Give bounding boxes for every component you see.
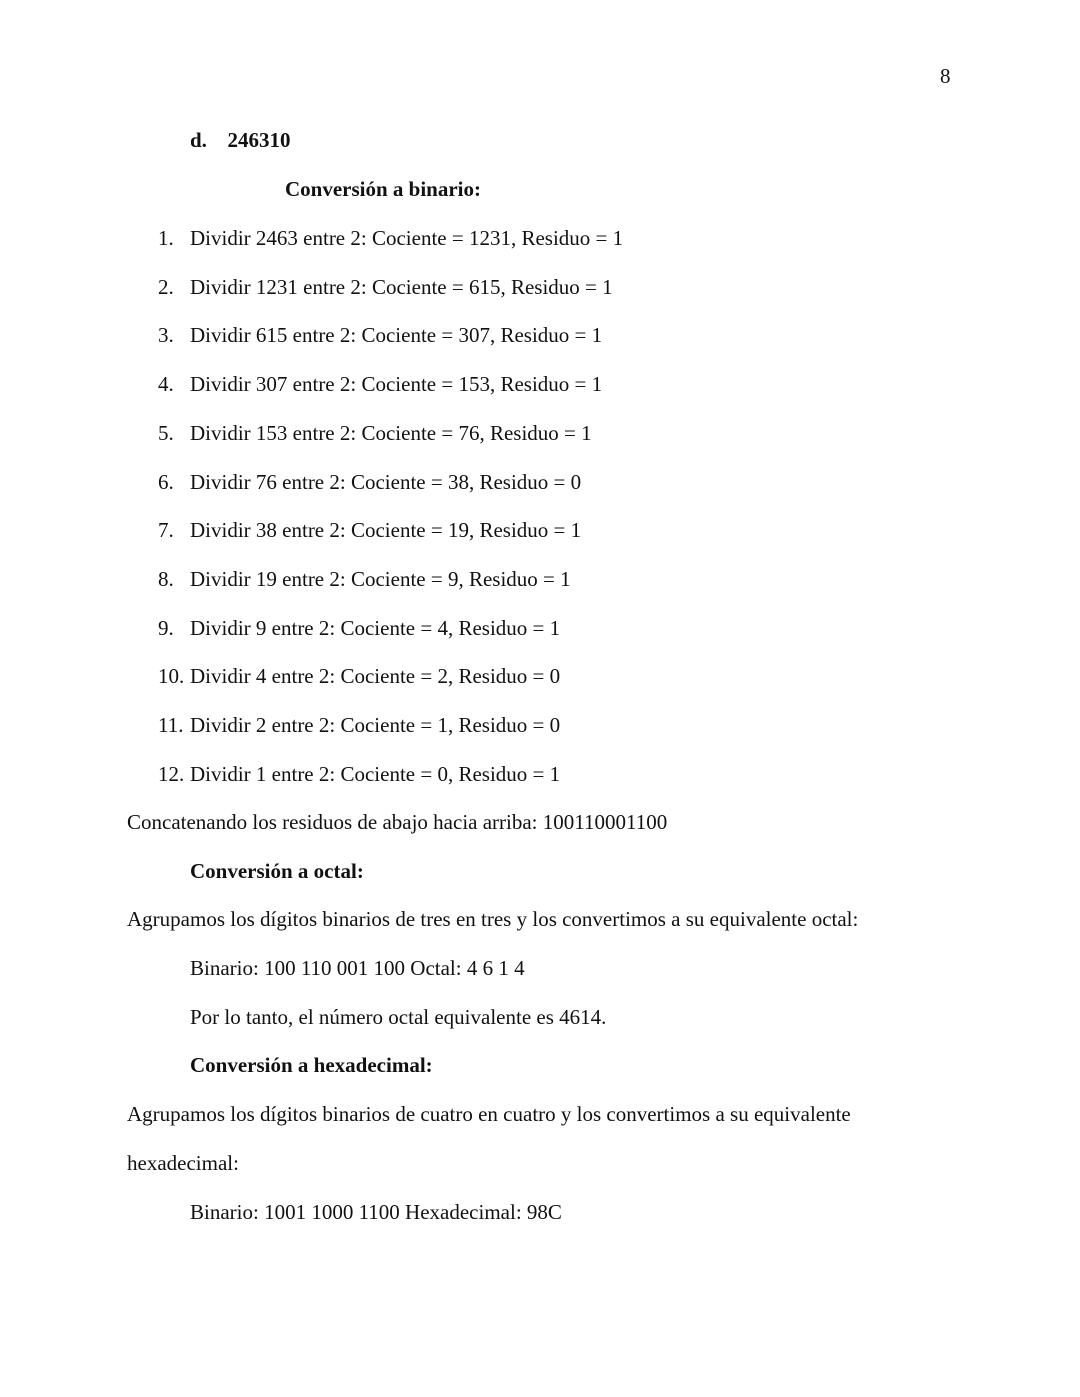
binary-step-item [158,370,602,398]
section-number: 246310 [227,128,291,152]
binary-step-number: 1. [158,226,174,250]
binary-step-item [158,468,581,496]
binary-step-number: 6. [158,470,174,494]
binary-step-text: Dividir 307 entre 2: Cociente = 153, Residuo = 1 [190,372,603,396]
hex-grouping: Binario: 1001 1000 1100 Hexadecimal: 98C [190,1200,562,1224]
binary-step-item [158,224,623,252]
binary-step-number: 7. [158,518,174,542]
binary-step-text: Dividir 4 entre 2: Cociente = 2, Residuo = 0 [190,664,561,688]
binary-heading: Conversión a binario: [285,177,482,201]
binary-step-text: Dividir 2 entre 2: Cociente = 1, Residuo = 0 [190,713,561,737]
binary-step-item [158,662,560,690]
binary-step-text: Dividir 153 entre 2: Cociente = 76, Residuo = 1 [190,421,592,445]
binary-step-text: Dividir 9 entre 2: Cociente = 4, Residuo = 1 [190,616,561,640]
binary-step-item [158,273,613,301]
octal-result: Por lo tanto, el número octal equivalente es 4614. [190,1005,607,1029]
binary-step-item [158,614,560,642]
octal-heading: Conversión a octal: [190,859,364,883]
hex-intro-line1: Agrupamos los dígitos binarios de cuatro en cuatro y los convertimos a su equivalente [127,1102,851,1126]
binary-step-text: Dividir 1 entre 2: Cociente = 0, Residuo = 1 [190,762,561,786]
binary-step-number: 12. [158,762,185,786]
binary-step-number: 8. [158,567,174,591]
binary-step-item [158,565,571,593]
binary-step-text: Dividir 19 entre 2: Cociente = 9, Residuo = 1 [190,567,571,591]
octal-grouping: Binario: 100 110 001 100 Octal: 4 6 1 4 [190,956,525,980]
binary-step-number: 3. [158,323,174,347]
section-heading [190,126,290,154]
page-number: 8 [940,64,951,88]
binary-step-item [158,321,602,349]
binary-step-text: Dividir 76 entre 2: Cociente = 38, Residuo = 0 [190,470,582,494]
binary-step-item [158,516,581,544]
binary-step-number: 2. [158,275,174,299]
section-label: d. [190,128,207,152]
binary-step-number: 5. [158,421,174,445]
binary-step-number: 4. [158,372,174,396]
binary-step-text: Dividir 2463 entre 2: Cociente = 1231, Residuo = 1 [190,226,624,250]
octal-intro: Agrupamos los dígitos binarios de tres en tres y los convertimos a su equivalente octal: [127,907,859,931]
binary-step-number: 10. [158,664,185,688]
binary-step-number: 11. [158,713,184,737]
binary-step-item [158,711,560,739]
binary-step-number: 9. [158,616,174,640]
hex-heading: Conversión a hexadecimal: [190,1053,433,1077]
binary-step-text: Dividir 1231 entre 2: Cociente = 615, Residuo = 1 [190,275,613,299]
binary-step-item [158,419,592,447]
binary-step-text: Dividir 615 entre 2: Cociente = 307, Residuo = 1 [190,323,603,347]
binary-step-item [158,760,560,788]
hex-intro-line2: hexadecimal: [127,1151,239,1175]
binary-result: Concatenando los residuos de abajo hacia arriba: 100110001100 [127,810,668,834]
binary-step-text: Dividir 38 entre 2: Cociente = 19, Residuo = 1 [190,518,582,542]
